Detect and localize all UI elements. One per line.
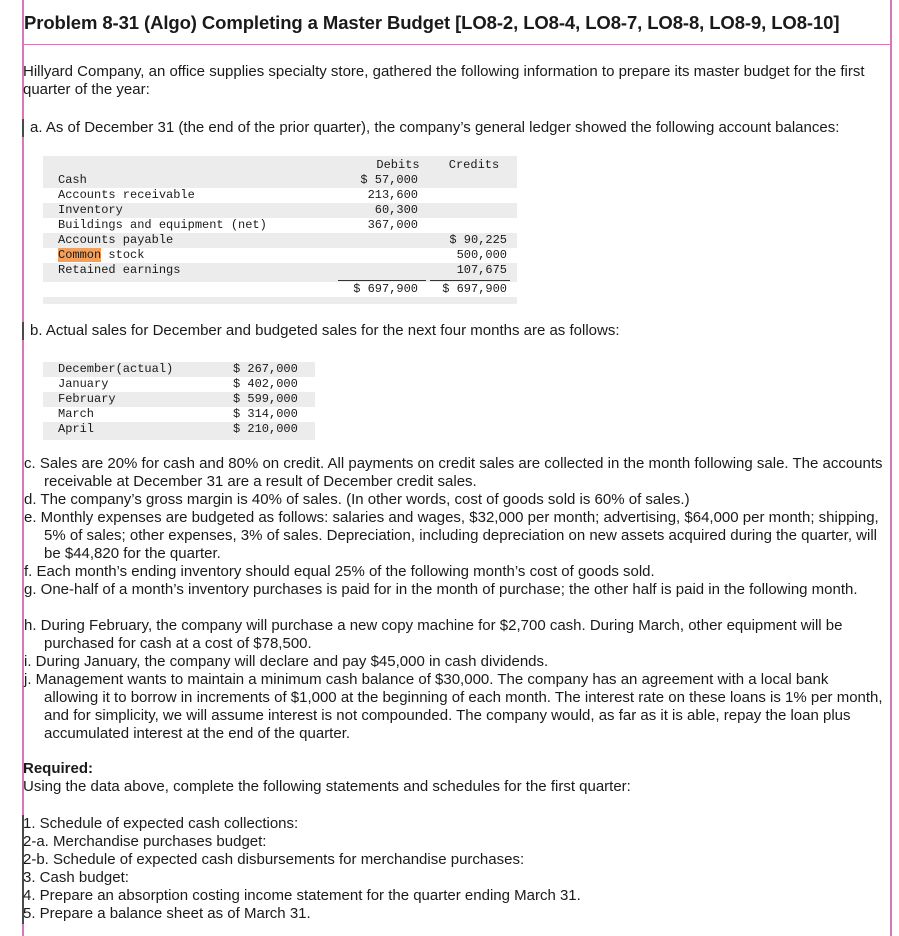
sales-amount: $ 599,000 (233, 392, 298, 406)
required-item-2b: 2-b. Schedule of expected cash disbursements for merchandise purchases: (23, 851, 525, 868)
ledger-row (43, 263, 517, 278)
sales-amount: $ 402,000 (233, 377, 298, 391)
ledger-total-credit: $ 697,900 (442, 282, 507, 296)
required-item-2a: 2-a. Merchandise purchases budget: (23, 833, 267, 850)
sales-row (43, 407, 315, 422)
ledger-total-row (43, 282, 517, 297)
list-item-e: e. Monthly expenses are budgeted as follows: salaries and wages, $32,000 per month; advertising, $64,000 per month; shipping, 5% of sales; other expenses, 3% of sales. Depreciation, including depreciation on new assets acquired during the quarter, will be $44,820 for the quarter. (24, 509, 879, 562)
highlighted-word: Common (58, 248, 102, 262)
ledger-debit-value: 213,600 (367, 188, 418, 202)
ledger-debit-value: 60,300 (374, 203, 418, 217)
sales-month: January (58, 377, 109, 391)
required-text: Using the data above, complete the following statements and schedules for the first quarter: (23, 778, 631, 795)
list-item-j: j. Management wants to maintain a minimum cash balance of $30,000. The company has an agreement with a local bank allowing it to borrow in increments of $1,000 at the beginning of each month. The interest rate on these loans is 1% per month, and for simplicity, we will assume interest is not compounded. The company would, as far as it is able, repay the loan plus accumulated interest at the end of the quarter. (24, 671, 883, 742)
list-item-g: g. One-half of a month’s inventory purchases is paid for in the month of purchase; the other half is paid in the following month. (24, 581, 858, 598)
sales-month: February (58, 392, 116, 406)
sales-row (43, 362, 315, 377)
part-b-text: b. Actual sales for December and budgeted sales for the next four months are as follows: (22, 322, 892, 340)
page-title: Problem 8-31 (Algo) Completing a Master Budget [LO8-2, LO8-4, LO8-7, LO8-8, LO8-9, LO8-10] (24, 12, 840, 33)
sales-row (43, 377, 315, 392)
ledger-debit-value: $ 57,000 (360, 173, 418, 187)
ledger-total-debit: $ 697,900 (353, 282, 418, 296)
part-a-text: a. As of December 31 (the end of the prior quarter), the company’s general ledger showed the following account balances: (22, 119, 892, 137)
list-item-i: i. During January, the company will declare and pay $45,000 in cash dividends. (24, 653, 549, 670)
credits-header: Credits (448, 158, 500, 172)
list-item-f: f. Each month’s ending inventory should equal 25% of the following month’s cost of goods sold. (24, 563, 655, 580)
sales-row (43, 422, 315, 437)
debits-header: Debits (376, 158, 420, 172)
ledger-credit-value: 500,000 (456, 248, 507, 262)
ledger-account-label: Accounts payable (58, 233, 174, 247)
sales-amount: $ 210,000 (233, 422, 298, 436)
sales-table (43, 362, 315, 440)
ledger-account-label-rest: stock (101, 248, 145, 262)
ledger-account-label (58, 248, 144, 263)
list-item-c: c. Sales are 20% for cash and 80% on credit. All payments on credit sales are collected in the month following sale. The accounts receivable at December 31 are a result of December credit sales. (24, 455, 883, 490)
sales-month: March (58, 407, 95, 421)
required-item-4: 4. Prepare an absorption costing income statement for the quarter ending March 31. (23, 887, 581, 904)
required-heading: Required: (23, 760, 94, 777)
intro-text: Hillyard Company, an office supplies specialty store, gathered the following information to prepare its master budget for the first quarter of the year: (23, 63, 865, 98)
title-divider (22, 44, 890, 45)
ledger-row (43, 188, 517, 203)
ledger-row (43, 233, 517, 248)
ledger-account-label: Accounts receivable (58, 188, 195, 202)
ledger-account-label: Cash (58, 173, 87, 187)
required-item-5: 5. Prepare a balance sheet as of March 31. (23, 905, 311, 922)
ledger-credit-value: 107,675 (456, 263, 507, 277)
ledger-header-row (43, 158, 517, 173)
sales-amount: $ 267,000 (233, 362, 298, 376)
ledger-row (43, 218, 517, 233)
ledger-row (43, 248, 517, 263)
ledger-row (43, 203, 517, 218)
credit-total-rule (430, 280, 510, 281)
sales-row (43, 392, 315, 407)
debit-total-rule (338, 280, 426, 281)
sales-month: December(actual) (58, 362, 174, 376)
required-item-3: 3. Cash budget: (23, 869, 129, 886)
required-item-1: 1. Schedule of expected cash collections: (23, 815, 299, 832)
list-item-h: h. During February, the company will purchase a new copy machine for $2,700 cash. During March, other equipment will be purchased for cash at a cost of $78,500. (24, 617, 843, 652)
ledger-credit-value: $ 90,225 (449, 233, 507, 247)
ledger-debit-value: 367,000 (367, 218, 418, 232)
ledger-account-label: Inventory (58, 203, 123, 217)
ledger-account-label: Retained earnings (58, 263, 181, 277)
sales-amount: $ 314,000 (233, 407, 298, 421)
ledger-account-label: Buildings and equipment (net) (58, 218, 267, 232)
ledger-row (43, 173, 517, 188)
sales-month: April (58, 422, 95, 436)
list-item-d: d. The company’s gross margin is 40% of sales. (In other words, cost of goods sold is 60% of sales.) (24, 491, 690, 508)
ledger-table (43, 156, 517, 304)
